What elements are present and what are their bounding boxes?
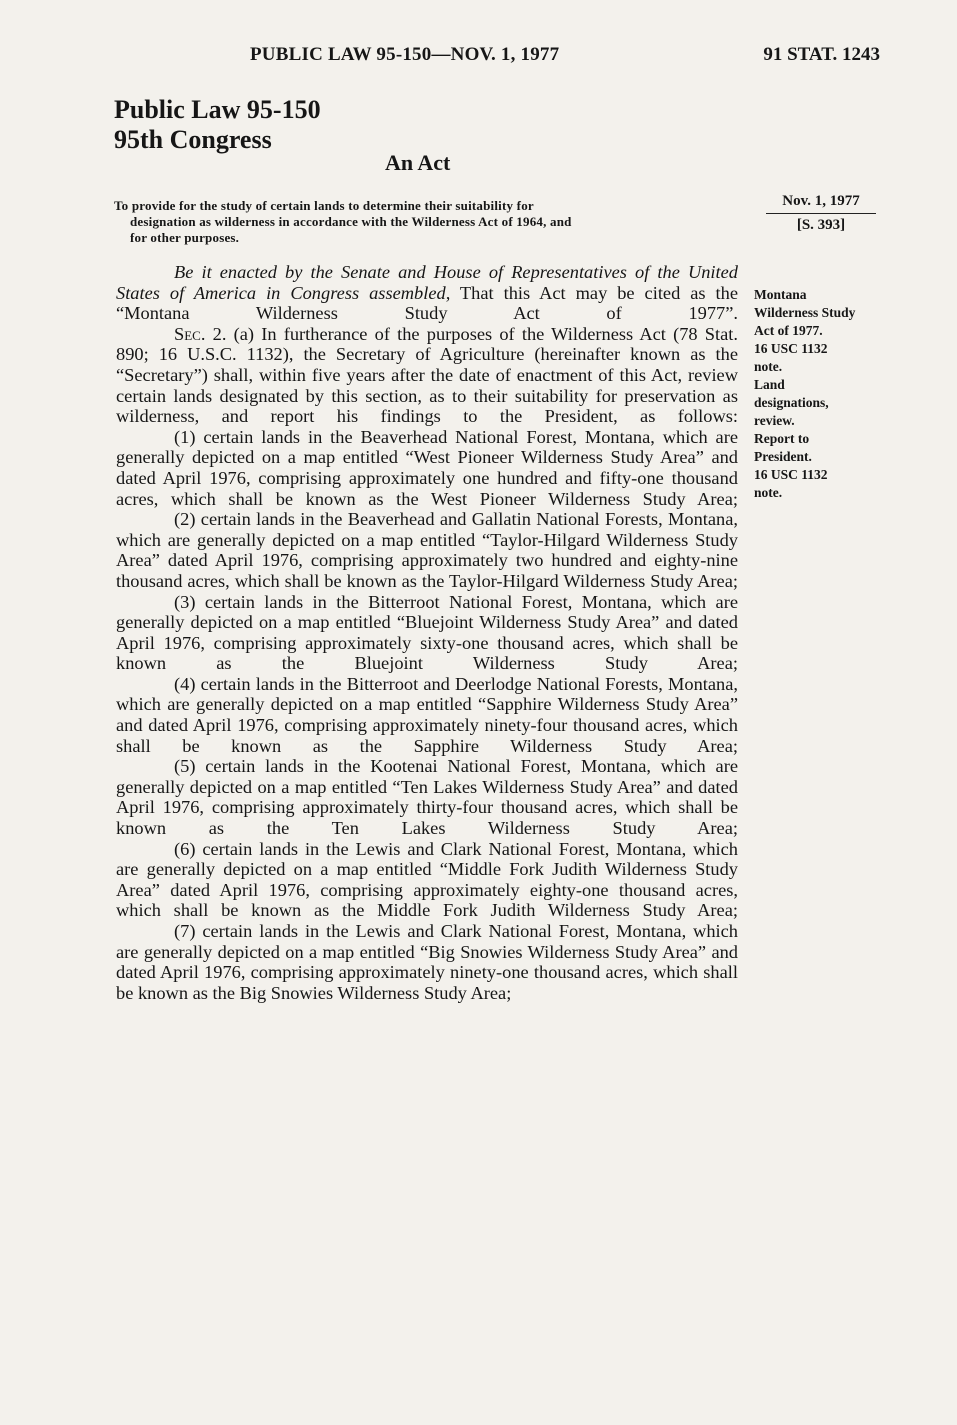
margin-note: President. — [754, 449, 812, 464]
bill-number: [S. 393] — [796, 217, 846, 233]
margin-note: note. — [754, 359, 783, 374]
list-item: (4) certain lands in the Bitterroot and Deerlodge National Forests, Montana, which are generally depicted on a map entitled “Sapphire Wilderness Study Area” and dated April 1976, comprising approximately ninety-four thousand acres, which shall be known as the Sapphire Wilderness Study Area; — [116, 673, 738, 756]
margin-note: 16 USC 1132 — [754, 467, 828, 482]
law-identifier — [114, 95, 321, 155]
enacting-clause-italic: Be it enacted by the Senate and House of Representatives of the United States of America in Congress assembled, — [116, 262, 738, 303]
list-item: (2) certain lands in the Beaverhead and Gallatin National Forests, Montana, which are generally depicted on a map entitled “Taylor-Hilgard Wilderness Study Area” dated April 1976, comprising approximately two hundred and eighty-nine thousand acres, which shall be known as the Taylor-Hilgard Wilderness Study Area; — [116, 509, 738, 591]
running-head — [110, 44, 880, 70]
body-text — [116, 262, 738, 1003]
purpose-line: for other purposes. — [130, 230, 240, 245]
margin-note: review. — [754, 413, 795, 428]
purpose-line: designation as wilderness in accordance with the Wilderness Act of 1964, and — [130, 214, 572, 229]
running-title: PUBLIC LAW 95-150—NOV. 1, 1977 — [250, 44, 560, 65]
law-number: Public Law 95-150 — [114, 95, 321, 124]
margin-note: Montana — [754, 287, 807, 302]
purpose-line: To provide for the study of certain lands to determine their suitability for — [114, 198, 534, 213]
list-item: (5) certain lands in the Kootenai National Forest, Montana, which are generally depicted on a map entitled “Ten Lakes Wilderness Study Area” and dated April 1976, comprising approximately thirty-four thousand acres, which shall be known as the Ten Lakes Wilderness Study Area; — [116, 756, 738, 839]
margin-note: Land — [754, 377, 785, 392]
margin-note: Report to — [754, 431, 810, 446]
purpose-clause — [114, 198, 738, 246]
list-item: (3) certain lands in the Bitterroot National Forest, Montana, which are generally depicted on a map entitled “Bluejoint Wilderness Study Area” and dated April 1976, comprising approximately sixty-one thousand acres, which shall be known as the Bluejoint Wilderness Study Area; — [116, 591, 738, 674]
enacting-clause — [116, 262, 738, 324]
section-text: (a) In furtherance of the purposes of the Wilderness Act (78 Stat. 890; 16 U.S.C. 1132), the Secretary of Agriculture (hereinafter known as the “Secretary”) shall, within five years after the date of enactment of this Act, review certain lands designated by this section, as to their suitability for preservation as wilderness, and report his findings to the President, as follows: — [116, 323, 739, 427]
margin-note: 16 USC 1132 — [754, 341, 828, 356]
list-item: (7) certain lands in the Lewis and Clark National Forest, Montana, which are generally depicted on a map entitled “Big Snowies Wilderness Study Area” and dated April 1976, comprising approximately ninety-one thousand acres, which shall be known as the Big Snowies Wilderness Study Area; — [116, 921, 738, 1003]
enacting-clause-text: That this Act may be cited as the “Montana Wilderness Study Act of 1977”. — [116, 282, 738, 324]
margin-note: Wilderness Study — [754, 305, 856, 320]
congress-number: 95th Congress — [114, 125, 272, 154]
enactment-date-note — [766, 190, 876, 236]
list-item: (1) certain lands in the Beaverhead National Forest, Montana, which are generally depicted on a map entitled “West Pioneer Wilderness Study Area” and dated April 1976, comprising approximately one hundred and fifty-one thousand acres, which shall be known as the West Pioneer Wilderness Study Area; — [116, 426, 738, 509]
section-2a — [116, 324, 738, 427]
statute-page-ref: 91 STAT. 1243 — [763, 44, 880, 65]
section-label: Sec. 2. — [174, 323, 227, 344]
margin-note: Act of 1977. — [754, 323, 823, 338]
enactment-date: Nov. 1, 1977 — [766, 190, 876, 214]
list-item: (6) certain lands in the Lewis and Clark National Forest, Montana, which are generally depicted on a map entitled “Middle Fork Judith Wilderness Study Area” dated April 1976, comprising approximately eighty-one thousand acres, which shall be known as the Middle Fork Judith Wilderness Study Area; — [116, 838, 738, 921]
margin-notes — [754, 286, 874, 502]
margin-note: note. — [754, 485, 783, 500]
act-heading: An Act — [385, 150, 451, 175]
margin-note: designations, — [754, 395, 829, 410]
